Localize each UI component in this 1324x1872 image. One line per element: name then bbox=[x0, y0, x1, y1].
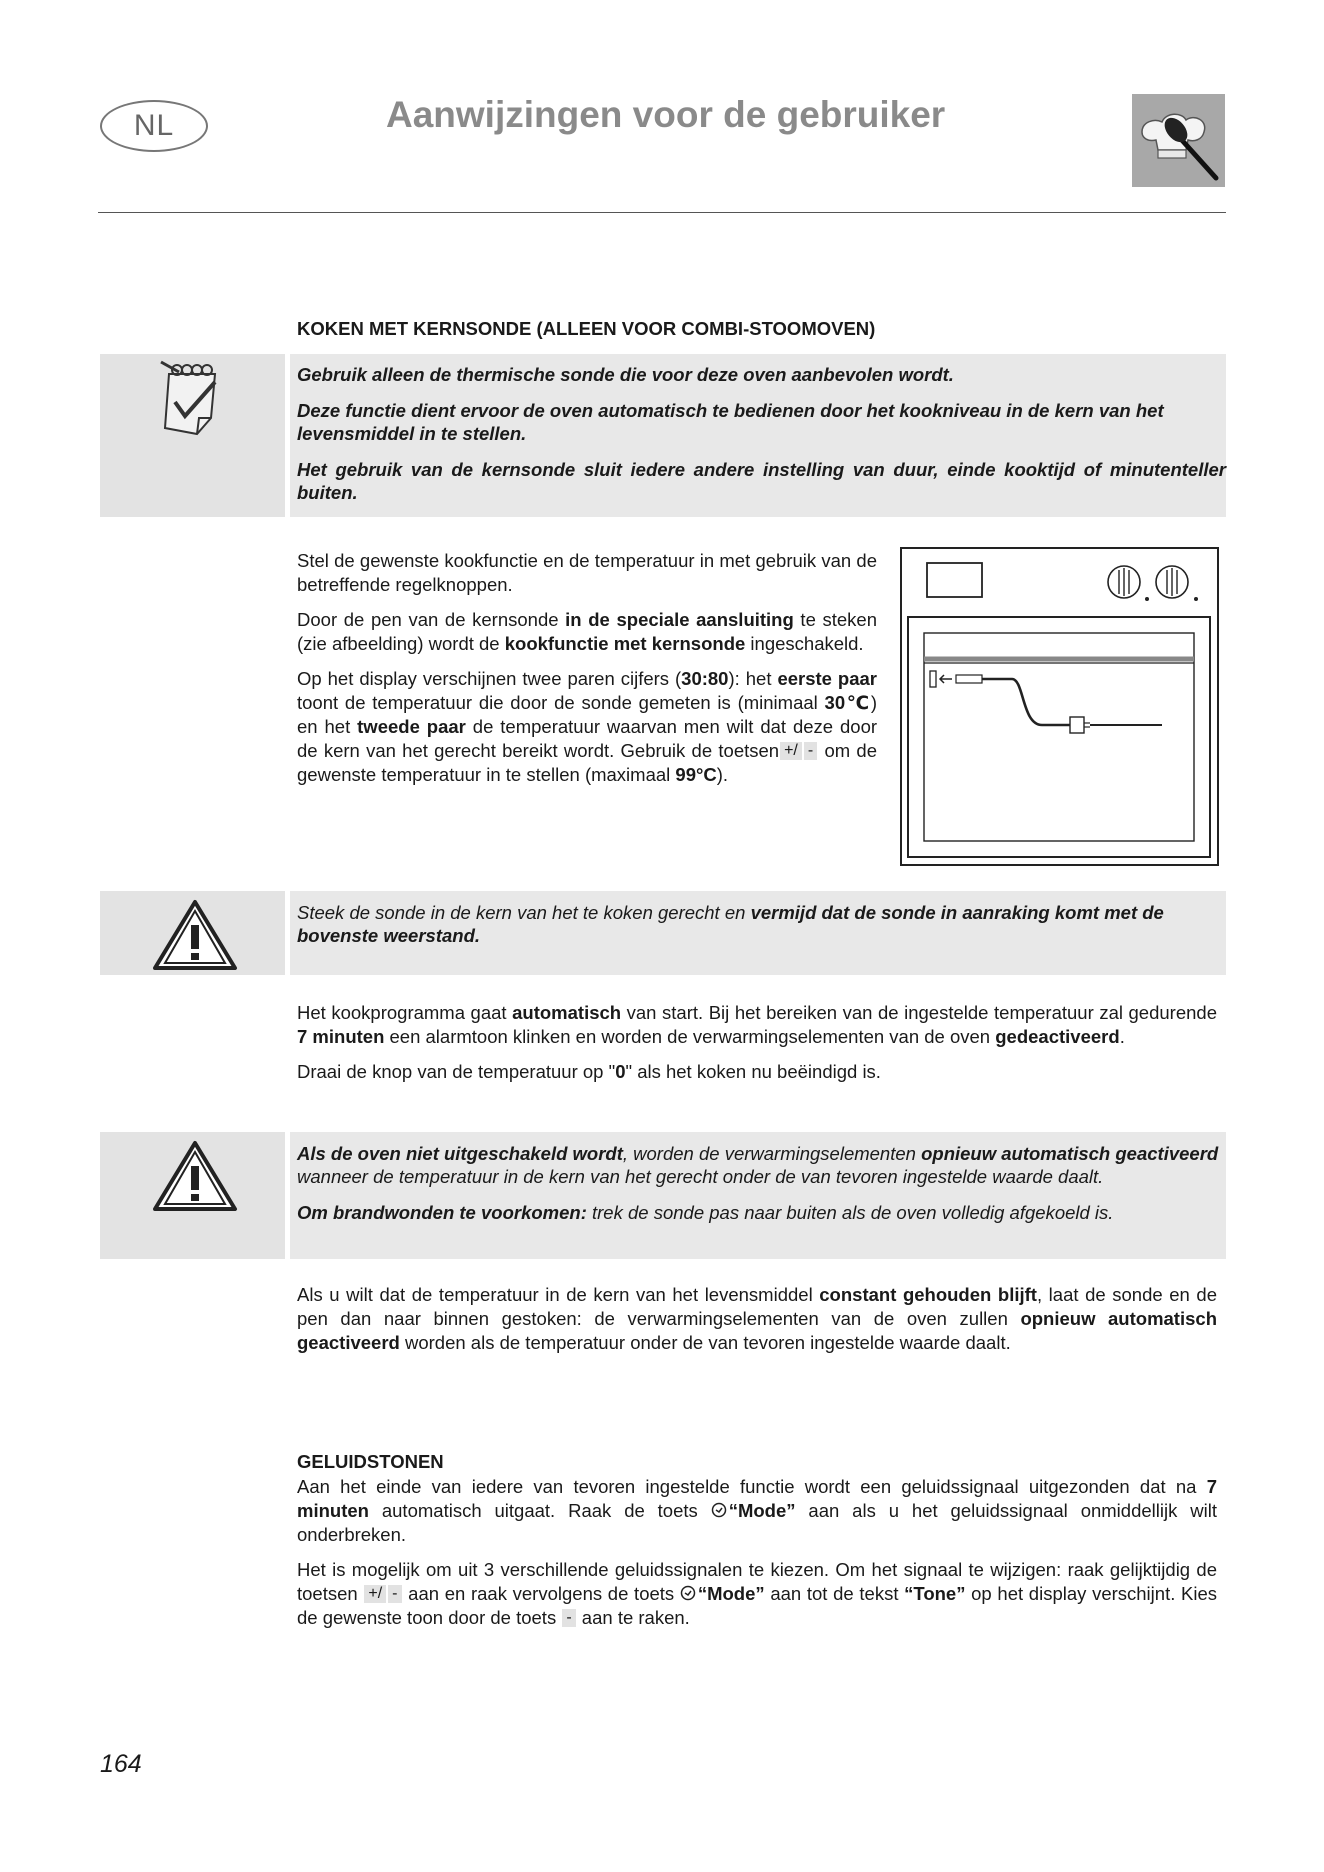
note-text bbox=[297, 363, 1226, 517]
chef-spoon-logo-icon bbox=[1132, 94, 1225, 187]
warning-text-1: Steek de sonde in de kern van het te koken gerecht en vermijd dat de sonde in aanraking komt met de bovenste weerstand. bbox=[297, 902, 1164, 946]
sound-tones-paragraph-1: Aan het einde van iedere van tevoren ingestelde functie wordt een geluidssignaal uitgezonden dat na 7 minuten automatisch uitgaat. Raak de toets “Mode” aan als u het geluidssignaal onmiddellijk wilt onderbreken. bbox=[297, 1476, 1217, 1545]
warning-band-probe-placement bbox=[100, 891, 1226, 975]
note-band bbox=[100, 354, 1226, 517]
knob-zero-paragraph: Draai de knop van de temperatuur op "0" als het koken nu beëindigd is. bbox=[297, 1061, 881, 1082]
header-divider bbox=[98, 212, 1226, 213]
section-title-core-probe: KOKEN MET KERNSONDE (ALLEEN VOOR COMBI-STOOMOVEN) bbox=[297, 318, 876, 339]
instruction-paragraph-3: Op het display verschijnen twee paren cijfers (30:80): het eerste paar toont de temperatuur die door de sonde gemeten is (minimaal 30℃) en het tweede paar de temperatuur waarvan men wilt dat deze door de kern van het gerecht bereikt wordt. Gebruik de toetsen +/ - om de gewenste temperatuur in te stellen (maximaal 99°C). bbox=[297, 668, 878, 785]
key-plus: +/ bbox=[364, 1585, 386, 1603]
warning-triangle-icon bbox=[152, 899, 238, 971]
key-minus: - bbox=[804, 742, 817, 760]
warning-2-paragraph-1: Als de oven niet uitgeschakeld wordt, worden de verwarmingselementen opnieuw automatisch geactiveerd wanneer de temperatuur in de kern van het gerecht onder de van tevoren ingestelde waarde daalt. bbox=[297, 1143, 1219, 1187]
warning-text-2 bbox=[297, 1142, 1226, 1237]
key-minus: - bbox=[562, 1609, 575, 1627]
warning-triangle-icon bbox=[152, 1140, 238, 1212]
page-title: Aanwijzingen voor de gebruiker bbox=[386, 94, 946, 135]
section-title-sound-tones: GELUIDSTONEN bbox=[297, 1451, 444, 1472]
constant-temperature-paragraph: Als u wilt dat de temperatuur in de kern van het levensmiddel constant gehouden blijft, laat de sonde en de pen dan naar binnen gestoken: de verwarmingselementen van de oven zullen opnieuw automatisch geactiveerd worden als de temperatuur onder de van tevoren ingestelde waarde daalt. bbox=[297, 1284, 1217, 1353]
constant-temperature-text bbox=[297, 1283, 1217, 1366]
page-number: 164 bbox=[100, 1750, 142, 1778]
warning-band-oven-off bbox=[100, 1132, 1226, 1259]
instruction-paragraph-2: Door de pen van de kernsonde in de speciale aansluiting te steken (zie afbeelding) wordt de kookfunctie met kernsonde ingeschakeld. bbox=[297, 609, 878, 654]
note-line-2: Deze functie dient ervoor de oven automatisch te bedienen door het kookniveau in de kern van het levensmiddel in te stellen. bbox=[297, 400, 1164, 444]
instruction-paragraph-1: Stel de gewenste kookfunctie en de temperatuur in met gebruik van de betreffende regelknoppen. bbox=[297, 550, 877, 595]
oven-core-probe-diagram-icon bbox=[900, 547, 1220, 872]
automatic-start-paragraph: Het kookprogramma gaat automatisch van start. Bij het bereiken van de ingestelde temperatuur zal gedurende 7 minuten een alarmtoon klinken en worden de verwarmingselementen van de oven gedeactiveerd. bbox=[297, 1002, 1217, 1047]
notepad-check-icon bbox=[155, 358, 237, 440]
core-probe-instructions bbox=[297, 549, 877, 798]
note-line-3: Het gebruik van de kernsonde sluit iedere andere instelling van duur, einde kooktijd of minutenteller buiten. bbox=[297, 459, 1226, 503]
note-line-1: Gebruik alleen de thermische sonde die voor deze oven aanbevolen wordt. bbox=[297, 364, 954, 385]
language-badge bbox=[100, 100, 208, 152]
note-icon-cell bbox=[100, 354, 290, 517]
sound-tones-text bbox=[297, 1475, 1217, 1641]
mode-clock-icon bbox=[711, 1502, 727, 1518]
warning-2-paragraph-2: Om brandwonden te voorkomen: trek de sonde pas naar buiten als de oven volledig afgekoeld is. bbox=[297, 1202, 1114, 1223]
language-badge-label: NL bbox=[133, 109, 175, 142]
sound-tones-paragraph-2: Het is mogelijk om uit 3 verschillende geluidssignalen te kiezen. Om het signaal te wijzigen: raak gelijktijdig de toetsen +/ - aan en raak vervolgens de toets “Mode” aan tot de tekst “Tone” op het display verschijnt. Kies de gewenste toon door de toets - aan te raken. bbox=[297, 1559, 1218, 1628]
mode-clock-icon bbox=[680, 1585, 696, 1601]
key-plus: +/ bbox=[780, 742, 802, 760]
key-minus: - bbox=[388, 1585, 401, 1603]
automatic-program-text bbox=[297, 1001, 1217, 1095]
